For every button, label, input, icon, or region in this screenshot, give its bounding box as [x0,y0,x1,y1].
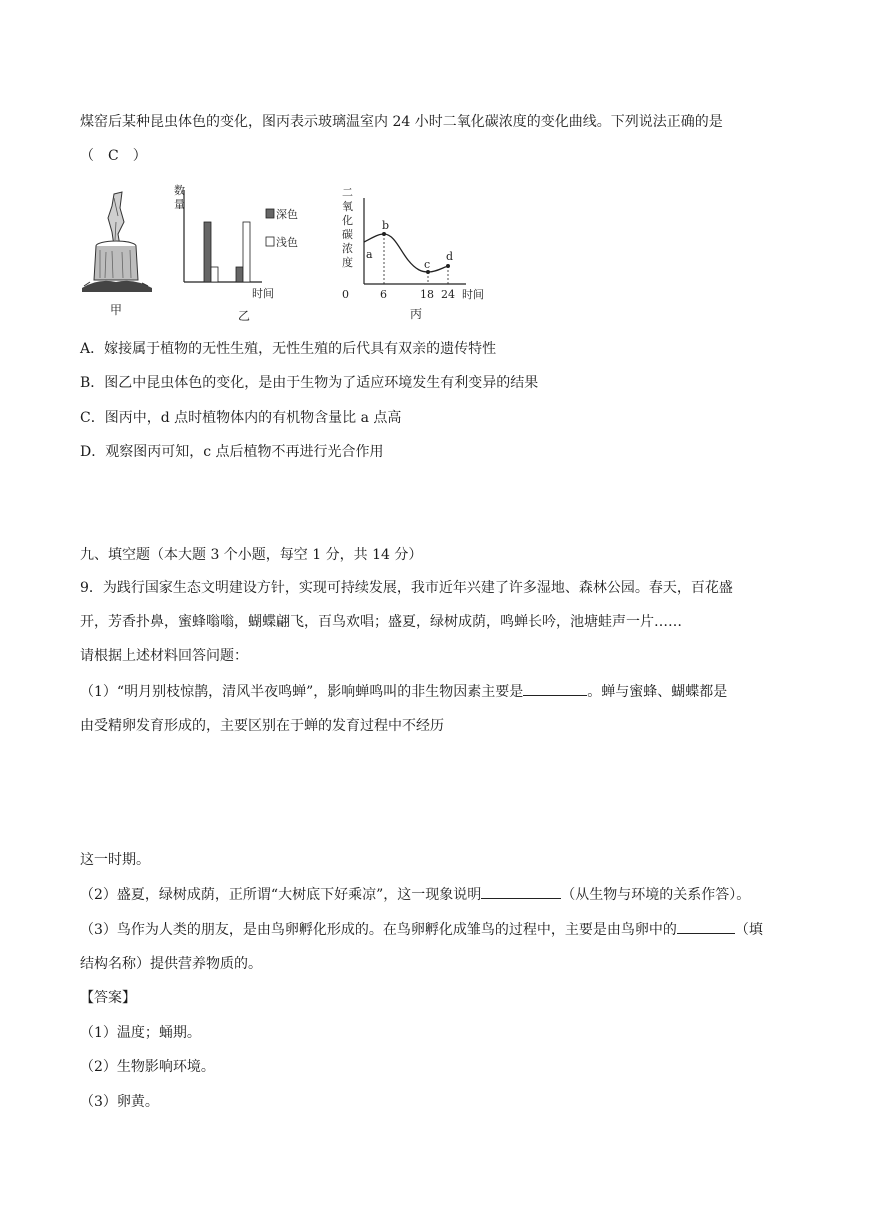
tick-6: 6 [380,288,387,301]
figure-yi-caption: 乙 [238,309,251,322]
figure-bing-caption: 丙 [410,307,423,321]
question9-prompt: 请根据上述材料回答问题： [80,648,248,664]
svg-text:化: 化 [342,214,353,227]
section-heading: 九、填空题（本大题 3 个小题，每空 1 分，共 14 分） [80,547,423,563]
co2-curve [364,234,448,272]
figure-yi-xlabel: 时间 [252,287,274,300]
point-b-label: b [382,219,390,232]
svg-text:氧: 氧 [342,200,353,213]
bar-dark-2 [236,267,243,282]
option-a: A．嫁接属于植物的无性生殖，无性生殖的后代具有双亲的遗传特性 [80,341,497,357]
point-c-label: c [424,258,431,271]
subquestion-2: （2）盛夏，绿树成荫，正所谓“大树底下好乘凉”，这一现象说明 （从生物与环境的关系作答）。 [80,884,750,905]
point-d [446,264,450,268]
figure-yi-chart [168,182,298,322]
legend-light-label: 浅色 [276,236,298,249]
legend-dark-label: 深色 [276,208,298,221]
question9-intro-2: 开，芳香扑鼻，蜜蜂嗡嗡，蝴蝶翩飞，百鸟欢唱；盛夏，绿树成荫，鸣蝉长吟，池塘蛙声一片…… [80,614,682,630]
svg-text:二: 二 [342,186,353,199]
answer-item-2: （2）生物影响环境。 [80,1059,215,1075]
subquestion-1-line1: （1）“明月别枝惊鹊，清风半夜鸣蝉”，影响蝉鸣叫的非生物因素主要是 。蝉与蜜蜂、蝴蝶都是 [80,681,727,702]
point-b [382,232,386,236]
svg-text:度: 度 [342,256,353,269]
question-stem: 煤窑后某种昆虫体色的变化，图丙表示玻璃温室内 24 小时二氧化碳浓度的变化曲线。下列说法正确的是 [80,114,723,130]
blank-2 [481,884,561,899]
bar-light-2 [243,222,250,282]
point-d-label: d [446,250,454,263]
question9-intro-1: 9．为践行国家生态文明建设方针，实现可持续发展，我市近年兴建了许多湿地、森林公园。春天，百花盛 [80,580,733,596]
bar-light-1 [211,267,218,282]
tick-18: 18 [420,288,434,301]
answer-item-1: （1）温度；蛹期。 [80,1025,201,1041]
option-d: D．观察图丙可知，c 点后植物不再进行光合作用 [80,444,384,460]
figure-jia-grafting [78,188,158,320]
subquestion-1-line2: 由受精卵发育形成的，主要区别在于蝉的发育过程中不经历 [80,718,444,734]
option-b: B．图乙中昆虫体色的变化，是由于生物为了适应环境发生有利变异的结果 [80,375,539,391]
tick-24: 24 [441,288,455,301]
blank-3 [677,919,735,934]
legend-dark-swatch [266,209,274,218]
point-a-label: a [366,248,373,261]
legend-light-swatch [266,237,274,246]
svg-text:浓: 浓 [342,242,353,255]
figure-bing-xlabel: 时间 [462,288,484,301]
svg-text:碳: 碳 [342,228,353,241]
option-c: C．图丙中，d 点时植物体内的有机物含量比 a 点高 [80,410,402,426]
subquestion-3-line2: 结构名称）提供营养物质的。 [80,956,262,972]
figure-jia-caption: 甲 [110,303,123,317]
subquestion-3-line1: （3）鸟作为人类的朋友，是由鸟卵孵化形成的。在鸟卵孵化成雏鸟的过程中，主要是由鸟卵中的 （填 [80,919,763,940]
answer-item-3: （3）卵黄。 [80,1094,159,1110]
figure-yi-ylabel-1: 数 [174,184,185,197]
figure-yi-ylabel-2: 量 [174,198,185,211]
tick-0: 0 [342,288,349,301]
bar-dark-1 [204,222,211,282]
answer-heading: 【答案】 [80,990,136,1006]
answer-paren: （ C ） [80,148,147,164]
blank-1 [523,681,587,696]
subquestion-1-line3: 这一时期。 [80,852,150,868]
figure-bing-chart [338,184,498,322]
